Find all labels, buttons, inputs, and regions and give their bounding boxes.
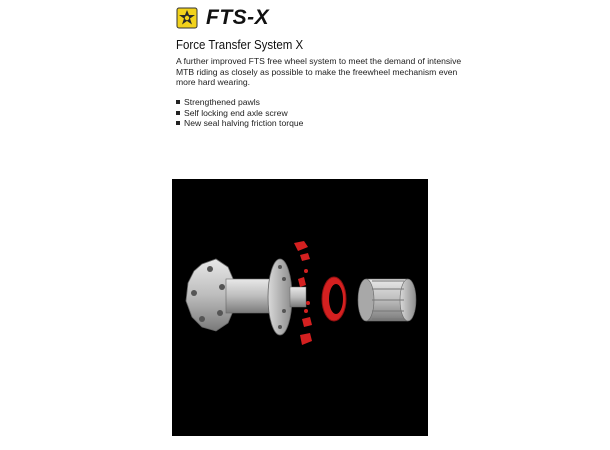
feature-item	[176, 118, 303, 129]
feature-label: New seal halving friction torque	[184, 118, 304, 129]
hub-body	[226, 259, 306, 335]
freehub-body	[358, 279, 416, 321]
hub-exploded-render	[172, 179, 428, 436]
bullet-icon	[176, 111, 180, 115]
feature-list	[176, 97, 303, 129]
subtitle: Force Transfer System X	[176, 38, 304, 52]
hub-star-logo-icon	[176, 7, 198, 29]
feature-item	[176, 97, 303, 108]
description: A further improved FTS free wheel system to meet the demand of intensive MTB riding as closely as possible to make the freewheel mechanism even more hard wearing.	[176, 56, 462, 88]
page-title: FTS-X	[206, 6, 270, 29]
feature-label: Self locking end axle screw	[184, 107, 288, 118]
bullet-icon	[176, 121, 180, 125]
hub-exploded-illustration	[172, 179, 428, 436]
bullet-icon	[176, 100, 180, 104]
feature-item	[176, 108, 303, 119]
feature-label: Strengthened pawls	[184, 97, 260, 107]
red-seal-ring	[322, 277, 346, 321]
header	[176, 6, 269, 30]
